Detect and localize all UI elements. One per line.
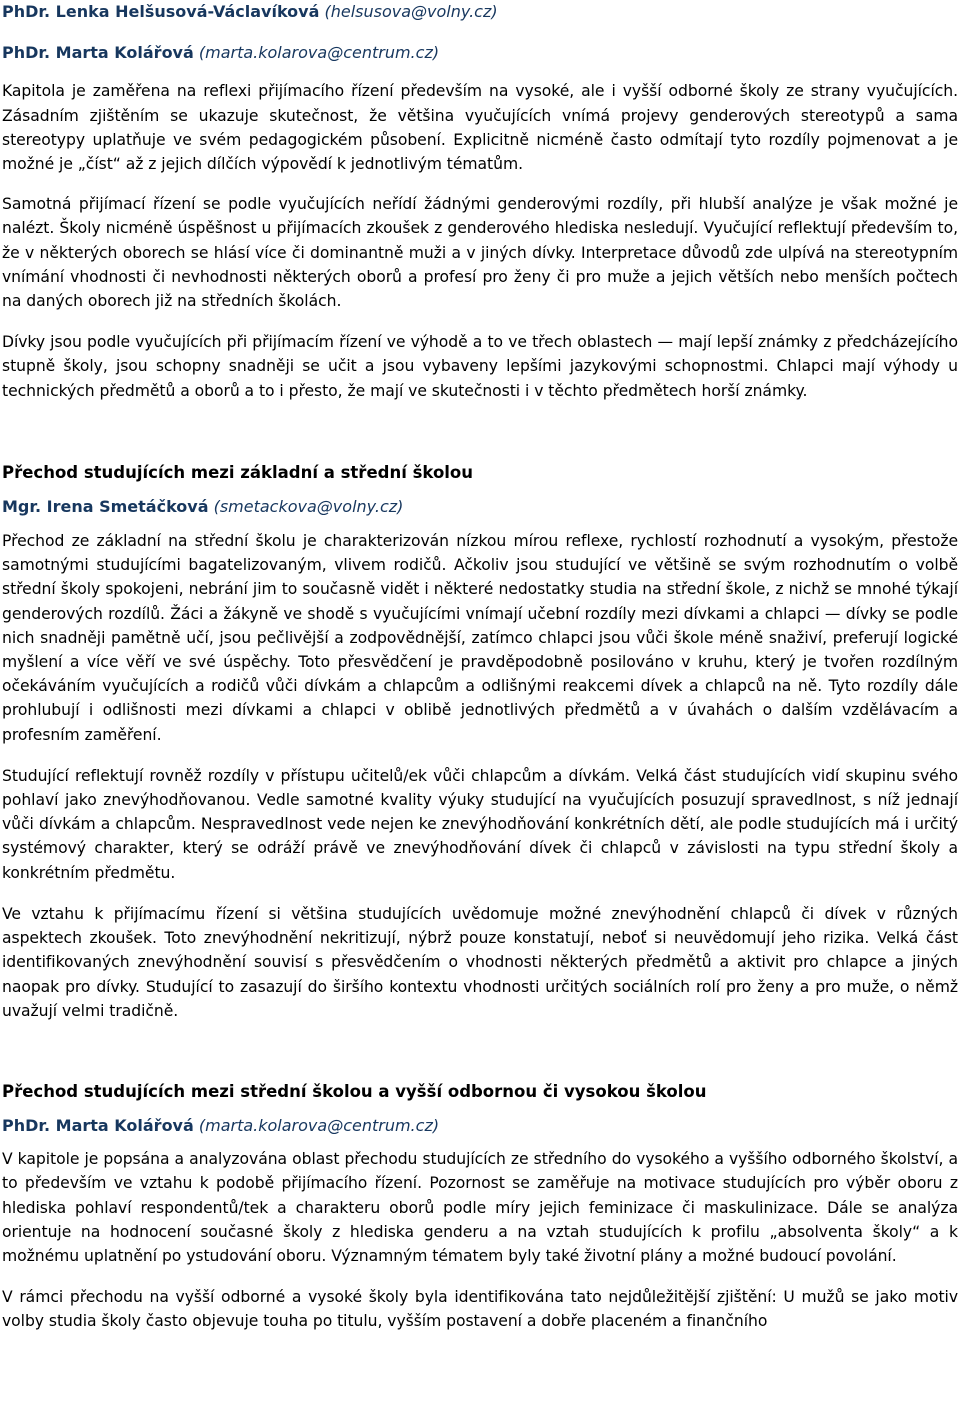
author-email: (marta.kolarova@centrum.cz) [198, 43, 440, 63]
author-name: PhDr. Marta Kolářová [2, 43, 194, 63]
section-author [2, 495, 958, 519]
section3-paragraph-1: V kapitole je popsána a analyzována oblast přechodu studujících ze středního do vysokého a vyššího odborného školství, a to především ve vztahu k podobě přijímacího řízení. Pozornost se zaměřuje na motivace studujících pro výběr oboru z hlediska pohlaví respondentů/tek a charakteru oborů podle míry jejich feminizace či maskulinizace. Dále se analýza orientuje na hodnocení současné školy z hlediska genderu a na vztah studujících k profilu „absolventa školy“ a k možnému uplatnění po ystudování oboru. Významným tématem byly také životní plány a možné budoucí povolání. [2, 1150, 958, 1265]
document-page [2, 0, 958, 1334]
section-heading-ss-vs: Přechod studujících mezi střední školou a vyšší odbornou či vysokou školou [2, 1081, 707, 1101]
author-name: PhDr. Lenka Helšusová-Václavíková [2, 2, 320, 21]
author-line-2 [2, 41, 958, 65]
author-email: (helsusova@volny.cz) [324, 2, 498, 21]
intro-paragraph-2: Samotná přijímací řízení se podle vyučujících neřídí žádnými genderovými rozdíly, při hlubší analýze je však možné je nalézt. Školy nicméně úspěšnost u přijímacích zkoušek z genderového hlediska nesledují. Vyučující reflektují především to, že v některých oborech se hlásí více či dominantně muži a v jiných dívky. Interpretace důvodů zde ulpívá na stereotypním vnímání vhodnosti či nevhodnosti některých oborů a profesí pro ženy či pro muže a jejich větších nebo menších počtech na daných oborech již na středních školách. [2, 195, 958, 311]
intro-paragraph-1: Kapitola je zaměřena na reflexi přijímacího řízení především na vysoké, ale i vyšší odborné školy ze strany vyučujících. Zásadním zjištěním se ukazuje skutečnost, že většina vyučujících vnímá projevy genderových stereotypů a sama stereotypy uplatňuje ve svém pedagogickém působení. Explicitně nicméně často odmítají tyto rozdíly pojmenovat a je možné je „číst“ až z jejich dílčích výpovědí k jednotlivým tématům. [2, 82, 958, 174]
author-line-1 [2, 0, 958, 24]
section2-paragraph-2: Studující reflektují rovněž rozdíly v přístupu učitelů/ek vůči chlapcům a dívkám. Velká část studujících vidí skupinu svého pohlaví jako znevýhodňovanou. Vedle samotné kvality výuky studující na vyučujících posuzují spravedlnost, s níž jednají vůči dívkám a chlapcům. Nespravedlnost vede nejen ke znevýhodňování konkrétních dětí, ale podle studujících má i určitý systémový charakter, který se odráží právě ve znevýhodňování dívek či chlapců v závislosti na typu střední školy a konkrétním předmětu. [2, 766, 958, 882]
author-name: PhDr. Marta Kolářová [2, 1115, 194, 1135]
author-name: Mgr. Irena Smetáčková [2, 496, 209, 516]
section-author [2, 1114, 958, 1138]
section3-paragraph-2: V rámci přechodu na vyšší odborné a vysoké školy byla identifikována tato nejdůležitější zjištění: U mužů se jako motiv volby studia školy často objevuje touha po titulu, vyšším postavení a dobře placeném a finančního [2, 1288, 958, 1331]
author-email: (smetackova@volny.cz) [213, 496, 404, 516]
section-heading-zs-ss: Přechod studujících mezi základní a střední školou [2, 462, 474, 482]
author-email: (marta.kolarova@centrum.cz) [198, 1115, 440, 1135]
section2-paragraph-1: Přechod ze základní na střední školu je charakterizován nízkou mírou reflexe, rychlostí rozhodnutí a vysokým, přestože samotnými studujícími bagatelizovaným, vlivem rodičů. Ačkoliv jsou studující ve většině se svým rozhodnutím o volbě střední školy spokojeni, nebrání jim to současně vidět i některé nedostatky studia na střední škole, z nichž se mnohé týkají genderových rozdílů. Žáci a žákyně ve shodě s vyučujícími vnímají učební rozdíly mezi dívkami a chlapci — dívky se podle nich snadněji pamětně učí, jsou pečlivější a zodpovědnější, zatímco chlapci jsou vůči škole méně snaživí, preferují logické myšlení a více věří ve své úspěchy. Toto přesvědčení je pravděpodobně posilováno v kruhu, který je tvořen rozdílným očekáváním vyučujících a rodičů vůči dívkám a chlapcům a odlišnými reakcemi dívek a chlapců na ně. Tyto rozdíly dále prohlubují i odlišnosti mezi dívkami a chlapci v oblibě jednotlivých předmětů a v úvahách o dalším vzdělávacím a profesním zaměření. [2, 532, 958, 744]
intro-paragraph-3: Dívky jsou podle vyučujících při přijímacím řízení ve výhodě a to ve třech oblastech — mají lepší známky z předcházejícího stupně školy, jsou schopny snadněji se učit a jsou vybaveny lepšími jazykovými schopnostmi. Chlapci mají výhody u technických předmětů a oborů a to i přesto, že mají ve skutečnosti i v těchto předmětech horší známky. [2, 333, 958, 400]
section2-paragraph-3: Ve vztahu k přijímacímu řízení si většina studujících uvědomuje možné znevýhodnění chlapců či dívek v různých aspektech zkoušek. Toto znevýhodnění nekritizují, nýbrž pouze konstatují, neboť si neuvědomují jeho rizika. Velká část identifikovaných znevýhodnění souvisí s přesvědčením o vhodnosti některých předmětů a aktivit pro chlapce a jiných naopak pro dívky. Studující to zasazují do širšího kontextu vhodnosti určitých sociálních rolí pro ženy a pro muže, o němž uvažují velmi tradičně. [2, 904, 958, 1020]
